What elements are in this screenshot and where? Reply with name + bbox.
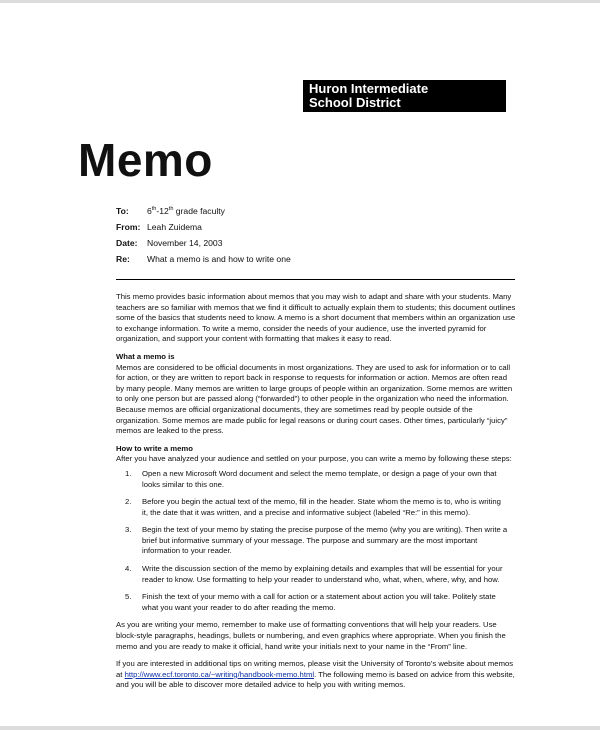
district-banner xyxy=(303,80,506,112)
from-label: From: xyxy=(116,222,141,232)
date-row xyxy=(116,235,516,251)
to-row xyxy=(116,203,516,219)
step-number: 5. xyxy=(125,592,132,602)
memo-header xyxy=(116,203,516,267)
formatting-paragraph: As you are writing your memo, remember to make use of formatting conventions that will help your readers. Use block-style paragraphs, headings, bullets or numbering, and even graphics where appropriate. When you finish the memo and you are ready to make it official, hand write your initials next to your name in the “From” line. xyxy=(116,620,506,651)
intro-paragraph: This memo provides basic information about memos that you may wish to adapt and share with your students. Many teachers are so familiar with memos that we find it difficult to actually explain them to students; this document outlines some of the basics that students need to know. A memo is a short document that members within an organization use to exchange information. To write a memo, consider the needs of your audience, use the inverted pyramid for organization, and support your content with formatting that makes it easy to read. xyxy=(116,292,516,344)
tips-paragraph xyxy=(116,659,516,691)
tips-text-end: . The following memo is based on advice from this website, and you will be able to discover more detailed advice to help you with writing memos. xyxy=(116,669,515,690)
memo-title: Memo xyxy=(78,134,213,186)
step-text: Begin the text of your memo by stating the precise purpose of the memo (why you are writing). Then write a brief but informative summary of your message. The purpose and summary are the most important information to your reader. xyxy=(142,525,508,556)
step-item xyxy=(116,497,516,518)
date-label: Date: xyxy=(116,238,138,248)
to-grade-start-suffix: th xyxy=(151,206,157,212)
bottom-border xyxy=(0,726,600,730)
step-item xyxy=(116,592,516,613)
how-heading: How to write a memo xyxy=(116,443,193,453)
header-divider xyxy=(116,279,515,280)
to-value xyxy=(147,203,225,219)
step-text: Open a new Microsoft Word document and select the memo template, or design a page of your own that looks similar to this one. xyxy=(142,468,497,489)
step-item xyxy=(116,469,516,490)
what-heading: What a memo is xyxy=(116,351,175,361)
step-number: 1. xyxy=(125,468,132,478)
subject-label: Re: xyxy=(116,254,130,264)
subject-value: What a memo is and how to write one xyxy=(147,254,291,264)
to-grade-end-suffix: th xyxy=(168,206,174,212)
district-name-line2: School District xyxy=(309,95,401,110)
to-grade-start: 6 xyxy=(147,206,152,216)
to-recipients: grade faculty xyxy=(173,206,225,216)
steps-list xyxy=(116,469,516,614)
memo-body xyxy=(116,292,516,698)
step-number: 3. xyxy=(125,525,132,535)
toronto-memo-link[interactable]: http://www.ecf.toronto.ca/~writing/handbook-memo.html xyxy=(124,669,315,679)
step-number: 4. xyxy=(125,564,132,574)
district-name-line1: Huron Intermediate xyxy=(309,81,429,96)
step-number: 2. xyxy=(125,497,132,507)
step-item xyxy=(116,525,516,557)
subject-row xyxy=(116,251,516,267)
step-item xyxy=(116,564,516,585)
how-intro-paragraph: After you have analyzed your audience and settled on your purpose, you can write a memo by following these steps: xyxy=(116,454,512,464)
top-border xyxy=(0,0,600,3)
step-text: Write the discussion section of the memo by explaining details and examples that will be essential for your reader to know. Use formatting to help your reader to understand who, what, when, where, why, and how. xyxy=(142,564,503,584)
to-label: To: xyxy=(116,206,129,216)
from-value: Leah Zuidema xyxy=(147,222,202,232)
date-value: November 14, 2003 xyxy=(147,238,223,248)
step-text: Before you begin the actual text of the memo, fill in the header. State whom the memo is to, who is writing it, the date that it was written, and a precise and informative subject (labeled “Re:” in this memo). xyxy=(142,497,501,517)
tips-text-start: If you are interested in additional tips on writing memos, please visit the University of Toronto’s website about memos at xyxy=(116,659,514,679)
step-text: Finish the text of your memo with a call for action or a statement about action you will take. Politely state what you want your reader to do after reading the memo. xyxy=(142,592,496,612)
to-grade-end: -12 xyxy=(156,206,169,216)
what-paragraph: Memos are considered to be official documents in most organizations. They are used to ask for information or to call for action, or they are written to report back in response to requests for information or action. Memos are often read by many people. Many memos are written to large groups of people within an organization. Some memos are written to only one person but are passed along (“forwarded”) to other people in the organization who need the information. Because memos are official organizational documents, they are sometimes read by people outside of the organization. Some memos are made public for legal reasons or during court cases. Other times, particularly “juicy” memos are leaked to the press. xyxy=(116,362,513,436)
from-row xyxy=(116,219,516,235)
